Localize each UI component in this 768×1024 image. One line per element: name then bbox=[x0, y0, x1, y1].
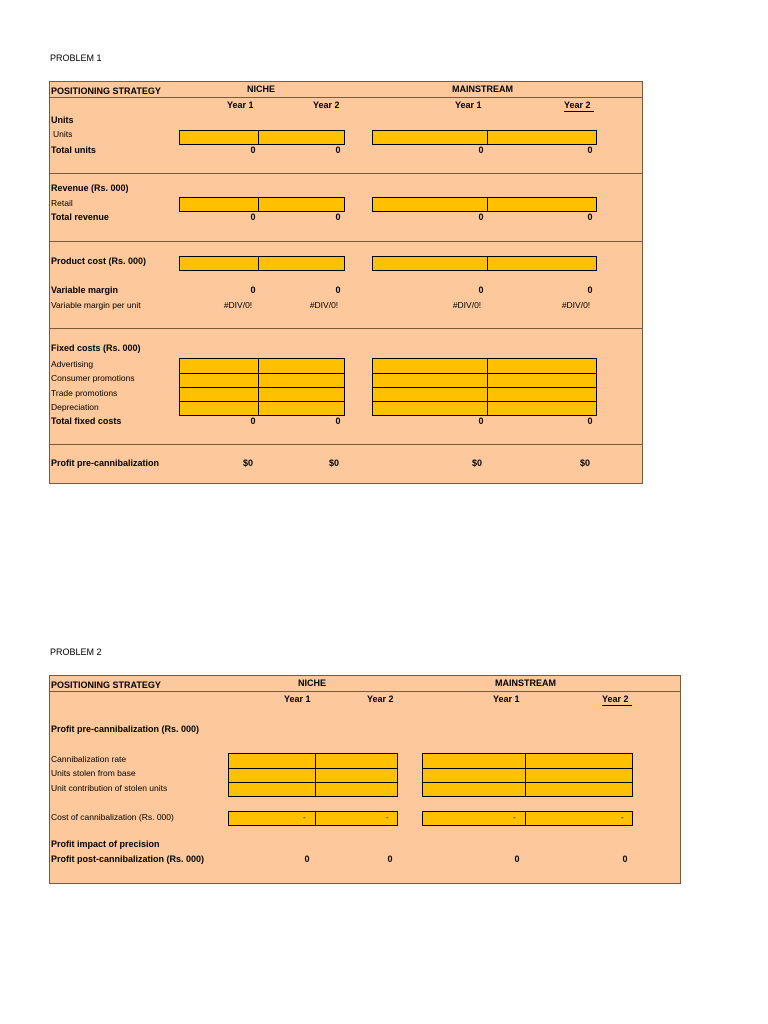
niche-cost-cannibalization[interactable] bbox=[228, 811, 398, 826]
mainstream-year1-header: Year 1 bbox=[493, 694, 520, 704]
profit-pre-label: Profit pre-cannibalization bbox=[51, 458, 160, 468]
mainstream-header: MAINSTREAM bbox=[495, 678, 556, 688]
profit-pre-label: Profit pre-cannibalization (Rs. 000) bbox=[51, 724, 200, 734]
section-divider bbox=[50, 173, 642, 174]
problem-1-title: PROBLEM 1 bbox=[50, 53, 102, 63]
section-divider bbox=[50, 444, 642, 445]
main-y2-cost-value: - bbox=[621, 813, 624, 822]
advertising-label: Advertising bbox=[51, 359, 94, 369]
niche-y2-total-units: 0 bbox=[335, 145, 341, 155]
main-y2-variable-margin: 0 bbox=[587, 285, 593, 295]
niche-units-input[interactable] bbox=[179, 130, 345, 145]
section-divider bbox=[50, 241, 642, 242]
product-cost-label: Product cost (Rs. 000) bbox=[51, 256, 147, 266]
cost-cannibalization-label: Cost of cannibalization (Rs. 000) bbox=[51, 812, 174, 822]
main-y1-cost-value: - bbox=[513, 813, 516, 822]
mainstream-product-cost-input[interactable] bbox=[372, 256, 597, 271]
main-y1-vm-per-unit: #DIV/0! bbox=[452, 300, 482, 310]
niche-y1-profit-post: 0 bbox=[304, 854, 310, 864]
niche-y2-cost-value: - bbox=[386, 813, 389, 822]
niche-y1-profit: $0 bbox=[242, 458, 253, 468]
mainstream-cost-cannibalization[interactable] bbox=[422, 811, 633, 826]
main-y1-total-units: 0 bbox=[478, 145, 484, 155]
mainstream-year2-header: Year 2 bbox=[602, 694, 629, 704]
niche-y1-cost-value: - bbox=[303, 813, 306, 822]
niche-y1-total-revenue: 0 bbox=[250, 212, 256, 222]
main-y2-vm-per-unit: #DIV/0! bbox=[561, 300, 591, 310]
header-divider bbox=[50, 691, 680, 692]
header-divider bbox=[50, 97, 642, 98]
niche-header: NICHE bbox=[298, 678, 327, 688]
niche-y2-total-fixed: 0 bbox=[335, 416, 341, 426]
mainstream-header: MAINSTREAM bbox=[452, 84, 513, 94]
total-revenue-label: Total revenue bbox=[51, 212, 109, 222]
niche-y1-total-fixed: 0 bbox=[250, 416, 256, 426]
variable-margin-label: Variable margin bbox=[51, 285, 119, 295]
niche-y1-variable-margin: 0 bbox=[250, 285, 256, 295]
main-y1-total-revenue: 0 bbox=[478, 212, 484, 222]
fixed-costs-section-label: Fixed costs (Rs. 000) bbox=[51, 343, 141, 353]
positioning-strategy-header: POSITIONING STRATEGY bbox=[51, 680, 161, 690]
niche-retail-input[interactable] bbox=[179, 197, 345, 212]
mainstream-fixed-costs-input[interactable] bbox=[372, 358, 597, 416]
total-units-label: Total units bbox=[51, 145, 96, 155]
niche-y2-profit: $0 bbox=[328, 458, 339, 468]
niche-y2-variable-margin: 0 bbox=[335, 285, 341, 295]
units-section-label: Units bbox=[51, 115, 74, 125]
main-y1-total-fixed: 0 bbox=[478, 416, 484, 426]
niche-year2-header: Year 2 bbox=[313, 100, 340, 110]
profit-post-label: Profit post-cannibalization (Rs. 000) bbox=[51, 854, 205, 864]
section-divider bbox=[50, 328, 642, 329]
depreciation-label: Depreciation bbox=[51, 402, 99, 412]
niche-y2-total-revenue: 0 bbox=[335, 212, 341, 222]
mainstream-cannibalization-input[interactable] bbox=[422, 753, 633, 797]
niche-y1-vm-per-unit: #DIV/0! bbox=[223, 300, 253, 310]
revenue-section-label: Revenue (Rs. 000) bbox=[51, 183, 129, 193]
niche-fixed-costs-input[interactable] bbox=[179, 358, 345, 416]
main-y1-profit: $0 bbox=[471, 458, 482, 468]
niche-y2-vm-per-unit: #DIV/0! bbox=[309, 300, 339, 310]
profit-impact-label: Profit impact of precision bbox=[51, 839, 160, 849]
main-y1-profit-post: 0 bbox=[514, 854, 520, 864]
problem-1-panel bbox=[49, 81, 643, 484]
mainstream-year1-header: Year 1 bbox=[455, 100, 482, 110]
consumer-promotions-label: Consumer promotions bbox=[51, 373, 135, 383]
year-underline bbox=[564, 111, 594, 112]
total-fixed-costs-label: Total fixed costs bbox=[51, 416, 122, 426]
main-y1-variable-margin: 0 bbox=[478, 285, 484, 295]
year-underline bbox=[602, 705, 632, 706]
vm-per-unit-label: Variable margin per unit bbox=[51, 300, 141, 310]
main-y2-total-fixed: 0 bbox=[587, 416, 593, 426]
niche-year2-header: Year 2 bbox=[367, 694, 394, 704]
positioning-strategy-header: POSITIONING STRATEGY bbox=[51, 86, 161, 96]
units-stolen-label: Units stolen from base bbox=[51, 768, 136, 778]
niche-year1-header: Year 1 bbox=[227, 100, 254, 110]
units-row-label: Units bbox=[53, 129, 73, 139]
mainstream-year2-header: Year 2 bbox=[564, 100, 591, 110]
trade-promotions-label: Trade promotions bbox=[51, 388, 118, 398]
main-y2-profit: $0 bbox=[579, 458, 590, 468]
mainstream-retail-input[interactable] bbox=[372, 197, 597, 212]
unit-contribution-label: Unit contribution of stolen units bbox=[51, 783, 168, 793]
main-y2-total-revenue: 0 bbox=[587, 212, 593, 222]
main-y2-profit-post: 0 bbox=[622, 854, 628, 864]
niche-product-cost-input[interactable] bbox=[179, 256, 345, 271]
main-y2-total-units: 0 bbox=[587, 145, 593, 155]
niche-year1-header: Year 1 bbox=[284, 694, 311, 704]
cannibalization-rate-label: Cannibalization rate bbox=[51, 754, 127, 764]
niche-cannibalization-input[interactable] bbox=[228, 753, 398, 797]
niche-y2-profit-post: 0 bbox=[387, 854, 393, 864]
niche-header: NICHE bbox=[247, 84, 276, 94]
problem-2-title: PROBLEM 2 bbox=[50, 647, 102, 657]
problem-2-panel bbox=[49, 675, 681, 884]
retail-label: Retail bbox=[51, 198, 73, 208]
mainstream-units-input[interactable] bbox=[372, 130, 597, 145]
niche-y1-total-units: 0 bbox=[250, 145, 256, 155]
